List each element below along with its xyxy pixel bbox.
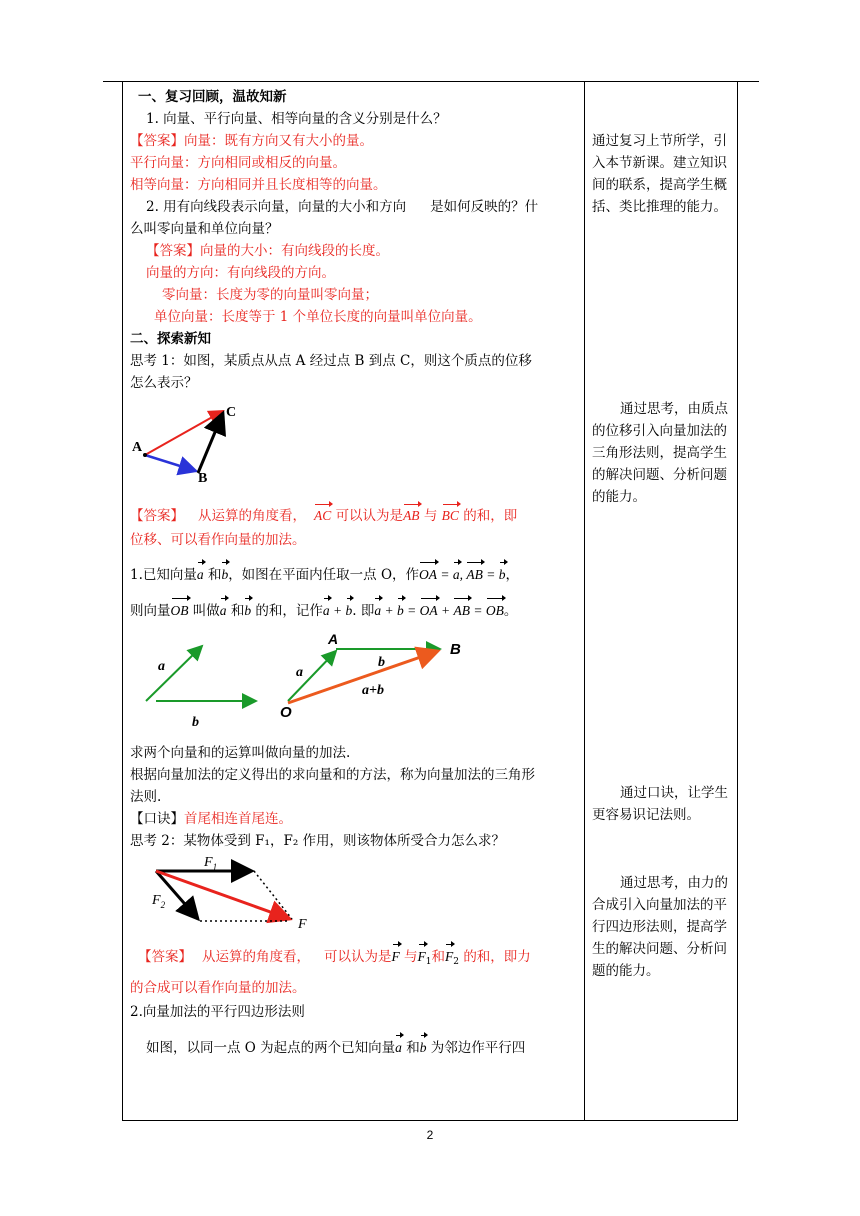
answer-1 bbox=[130, 130, 582, 152]
addition-definition: 求两个向量和的运算叫做向量的加法. bbox=[130, 745, 351, 761]
vector-b: b bbox=[221, 562, 228, 588]
parallelogram-title: 2.向量加法的平行四边形法则 bbox=[130, 1004, 305, 1020]
question-2-part1: 2. 用有向线段表示向量，向量的大小和方向 bbox=[146, 199, 407, 215]
mnemonic-tag: 【口诀】 bbox=[130, 811, 184, 827]
table-right-border bbox=[737, 81, 738, 1121]
answer-think-2: 【答案】 从运算的角度看， 可以认为是F 与$F_1$和$F_2$ 的和，即力 bbox=[130, 944, 582, 975]
point-a bbox=[143, 453, 147, 457]
definition-text: ，如图在平面内任取一点 O，作 bbox=[228, 567, 420, 583]
label-sum: a+b bbox=[362, 683, 384, 698]
definition-text: 叫做 bbox=[192, 603, 220, 619]
force-diagram bbox=[130, 852, 330, 928]
answer-text: 与 bbox=[423, 508, 438, 524]
vector-b: b bbox=[397, 598, 404, 624]
table-top-rule bbox=[103, 81, 759, 82]
answer-text: 的和，即力 bbox=[463, 949, 531, 965]
answer-text: 可以认为是 bbox=[335, 508, 404, 524]
label-vec-b: b bbox=[192, 715, 199, 730]
label-point-a: A bbox=[328, 634, 339, 647]
vector-f1: F bbox=[418, 944, 426, 970]
subscript-1: 1 bbox=[425, 957, 432, 967]
definition-text: 1.已知向量 bbox=[130, 567, 197, 583]
answer-text: 与 bbox=[404, 949, 418, 965]
answer-2-size bbox=[130, 240, 582, 262]
para-text: 如图，以同一点 O 为起点的两个已知向量 bbox=[146, 1040, 396, 1056]
table-left-border bbox=[122, 81, 123, 1121]
vector-f: F bbox=[392, 944, 400, 970]
vector-b: b bbox=[244, 598, 251, 624]
label-c: C bbox=[226, 405, 237, 420]
triangle-rule-line2: 法则. bbox=[130, 789, 162, 805]
explore-heading: 二、探索新知 bbox=[130, 331, 211, 347]
question-2-line2: 么叫零向量和单位向量？ bbox=[130, 221, 279, 237]
vector-a-arrow bbox=[146, 646, 202, 701]
subscript-2: 2 bbox=[453, 957, 460, 967]
definition-text: 的和，记作 bbox=[255, 603, 323, 619]
design-note-2: 通过思考，由质点的位移引入向量加法的三角形法则，提高学生的解决问题、分析问题的能力。 bbox=[592, 401, 728, 505]
vector-oa: OA bbox=[420, 598, 438, 624]
lesson-content bbox=[130, 86, 582, 1061]
answer-text: 从运算的角度看， bbox=[198, 508, 306, 524]
answer-text: 从运算的角度看， bbox=[202, 949, 310, 965]
answer-tag: 【答案】 bbox=[130, 133, 184, 149]
vector-ab: AB bbox=[466, 562, 483, 588]
triangle-rule-line1: 根据向量加法的定义得出的求向量和的方法，称为向量加法的三角形 bbox=[130, 767, 535, 783]
triangle-rule-diagram bbox=[130, 634, 490, 734]
question-1: 1. 向量、平行向量、相等向量的含义分别是什么？ bbox=[146, 111, 447, 127]
definition-text: 则向量 bbox=[130, 603, 171, 619]
label-vec-a2: a bbox=[296, 665, 303, 680]
answer-2-size-text: 向量的大小：有向线段的长度。 bbox=[200, 243, 389, 259]
mnemonic-text: 首尾相连首尾连。 bbox=[184, 811, 292, 827]
answer-2-unit: 单位向量：长度等于 1 个单位长度的向量叫单位向量。 bbox=[154, 309, 482, 325]
definition-text: 。 bbox=[503, 603, 518, 619]
definition-text: 和 bbox=[207, 567, 222, 583]
label-f1: $F_1$ bbox=[204, 855, 218, 872]
definition-line1: 1.已知向量a 和b，如图在平面内任取一点 O，作OA = a, AB = b， bbox=[130, 562, 582, 588]
vector-a: a bbox=[374, 598, 381, 624]
answer-text: 可以认为是 bbox=[324, 949, 392, 965]
design-note-1: 通过复习上节所学，引入本节新课。建立知识间的联系，提高学生概括、类比推理的能力。 bbox=[592, 133, 727, 215]
answer-think-2-line2: 的合成可以看作向量的加法。 bbox=[130, 980, 306, 996]
vector-b: b bbox=[499, 562, 506, 588]
answer-think-1 bbox=[130, 504, 582, 528]
question-2-line1 bbox=[130, 196, 582, 218]
answer-think-1-line2: 位移、可以看作向量的加法。 bbox=[130, 532, 306, 548]
label-point-b: B bbox=[450, 641, 461, 658]
displacement-diagram bbox=[130, 394, 270, 482]
label-point-o: O bbox=[280, 704, 292, 721]
definition-text: . 即 bbox=[352, 603, 375, 619]
label-vec-b2: b bbox=[378, 655, 385, 670]
think-1-line2: 怎么表示？ bbox=[130, 375, 198, 391]
answer-tag: 【答案】 bbox=[146, 243, 200, 259]
label-vec-a: a bbox=[158, 659, 165, 674]
table-middle-border bbox=[584, 81, 585, 1121]
vector-ab: AB bbox=[453, 598, 470, 624]
answer-1-equal: 相等向量：方向相同并且长度相等的向量。 bbox=[130, 177, 387, 193]
vector-a: a bbox=[323, 598, 330, 624]
table-bottom-border bbox=[122, 1120, 738, 1121]
answer-1-parallel: 平行向量：方向相同或相反的向量。 bbox=[130, 155, 346, 171]
mnemonic bbox=[130, 808, 582, 830]
label-b: B bbox=[198, 471, 208, 482]
definition-line2: 则向量OB 叫做a 和b 的和，记作a + b. 即a + b = OA + AB = OB。 bbox=[130, 598, 582, 624]
para-text: 为邻边作平行四 bbox=[430, 1040, 526, 1056]
vector-ac-arrow bbox=[145, 411, 223, 455]
label-a: A bbox=[132, 440, 143, 455]
think-1-line1: 思考 1：如图，某质点从点 A 经过点 B 到点 C，则这个质点的位移 bbox=[130, 353, 532, 369]
vector-f2: F bbox=[445, 944, 453, 970]
definition-text: 和 bbox=[230, 603, 245, 619]
vector-a: a bbox=[453, 562, 460, 588]
answer-tag: 【答案】 bbox=[130, 508, 184, 524]
vector-ab-arrow bbox=[145, 455, 196, 471]
para-text: 和 bbox=[406, 1040, 420, 1056]
design-note-4: 通过思考，由力的合成引入向量加法的平行四边形法则，提高学生的解决问题、分析问题的能力。 bbox=[592, 875, 728, 979]
vector-b: b bbox=[420, 1035, 427, 1061]
answer-2-zero: 零向量：长度为零的向量叫零向量； bbox=[162, 287, 378, 303]
design-note-3: 通过口诀，让学生更容易识记法则。 bbox=[592, 785, 728, 823]
label-f2: $F_2$ bbox=[152, 893, 166, 910]
answer-2-direction: 向量的方向：有向线段的方向。 bbox=[146, 265, 335, 281]
think-2: 思考 2：某物体受到 F₁，F₂ 作用，则该物体所受合力怎么求？ bbox=[130, 833, 506, 849]
vector-bc: BC bbox=[442, 504, 459, 528]
vector-a: a bbox=[220, 598, 227, 624]
review-heading: 一、复习回顾，温故知新 bbox=[138, 89, 287, 105]
answer-text: 的和，即 bbox=[463, 508, 518, 524]
answer-1-text: 向量：既有方向又有大小的量。 bbox=[184, 133, 373, 149]
vector-a: a bbox=[197, 562, 204, 588]
answer-tag: 【答案】 bbox=[138, 949, 192, 965]
vector-ob: OB bbox=[171, 598, 189, 624]
parallelogram-line bbox=[130, 1035, 582, 1061]
page-number: 2 bbox=[426, 1128, 434, 1142]
vector-a: a bbox=[395, 1035, 402, 1061]
question-2-part2: 是如何反映的？什 bbox=[430, 199, 539, 215]
vector-ob: OB bbox=[486, 598, 504, 624]
vector-ab: AB bbox=[403, 504, 420, 528]
vector-oa: OA bbox=[419, 562, 437, 588]
vector-ac: AC bbox=[314, 504, 331, 528]
vector-b: b bbox=[346, 598, 353, 624]
label-f: F bbox=[298, 917, 307, 928]
